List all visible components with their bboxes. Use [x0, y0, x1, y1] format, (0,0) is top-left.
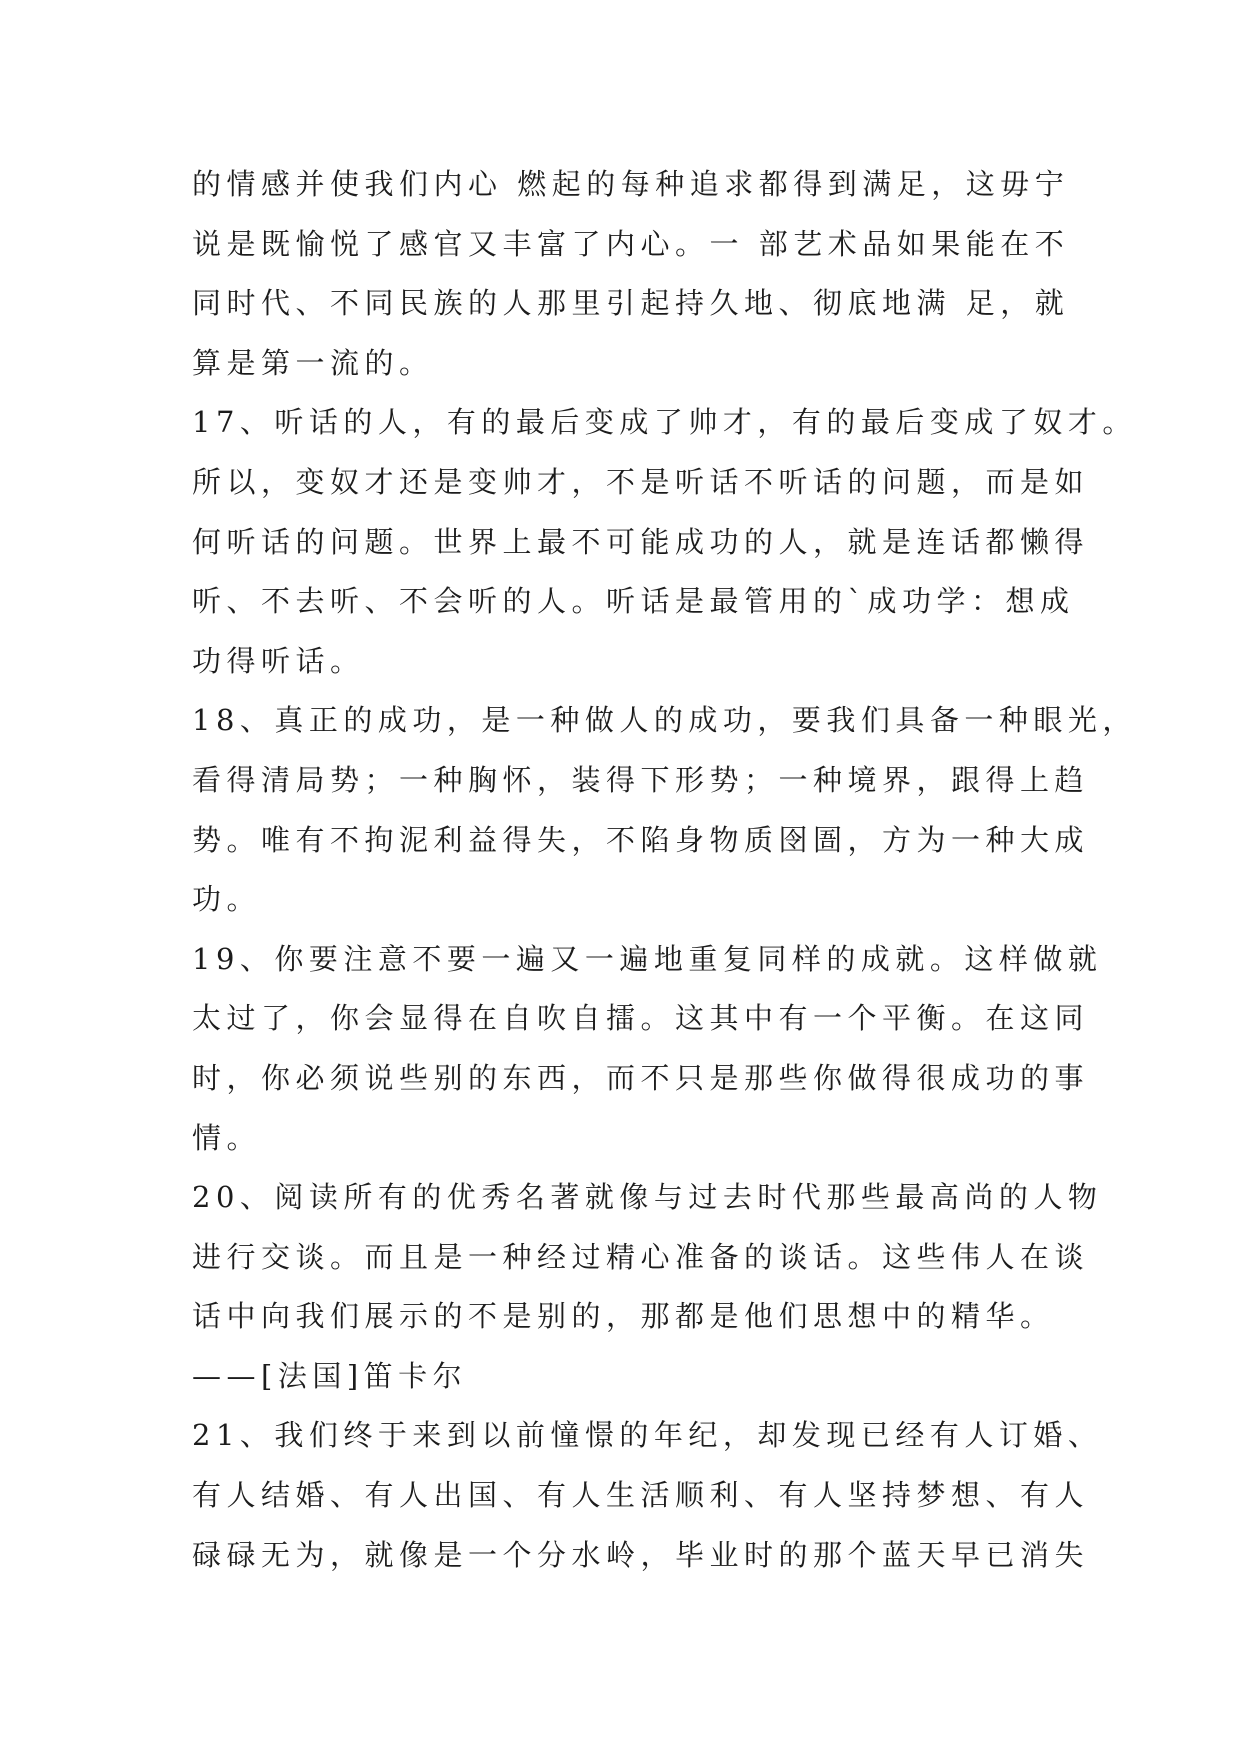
- text-line: 听、不去听、不会听的人。听话是最管用的`成功学：想成: [192, 584, 1075, 619]
- attribution-line: ——[法国]笛卡尔: [192, 1358, 468, 1393]
- text-line: 进行交谈。而且是一种经过精心准备的谈话。这些伟人在谈: [192, 1239, 1090, 1274]
- text-line: 的情感并使我们内心 燃起的每种追求都得到满足，这毋宁: [192, 167, 1070, 201]
- text-line: 势。唯有不拘泥利益得失，不陷身物质囹圄，方为一种大成: [192, 822, 1090, 857]
- text-line: 时，你必须说些别的东西，而不只是那些你做得很成功的事: [192, 1060, 1090, 1095]
- body-text: [192, 155, 1137, 1585]
- text-line: 20、阅读所有的优秀名著就像与过去时代那些最高尚的人物: [192, 1180, 1103, 1215]
- text-line: 21、我们终于来到以前憧憬的年纪，却发现已经有人订婚、: [192, 1418, 1103, 1453]
- text-line: 何听话的问题。世界上最不可能成功的人，就是连话都懒得: [192, 524, 1090, 559]
- text-line: 18、真正的成功，是一种做人的成功，要我们具备一种眼光，: [192, 703, 1137, 738]
- text-line: 话中向我们展示的不是别的，那都是他们思想中的精华。: [192, 1299, 1055, 1334]
- text-line: 有人结婚、有人出国、有人生活顺利、有人坚持梦想、有人: [192, 1478, 1090, 1513]
- text-line: 太过了，你会显得在自吹自擂。这其中有一个平衡。在这同: [192, 1001, 1090, 1036]
- text-line: 所以，变奴才还是变帅才，不是听话不听话的问题，而是如: [192, 464, 1090, 499]
- text-line: 碌碌无为，就像是一个分水岭，毕业时的那个蓝天早已消失: [192, 1537, 1090, 1572]
- text-line: 功。: [192, 882, 262, 917]
- text-line: 17、听话的人，有的最后变成了帅才，有的最后变成了奴才。: [192, 405, 1137, 440]
- text-line: 看得清局势；一种胸怀，装得下形势；一种境界，跟得上趋: [192, 762, 1090, 797]
- text-line: 情。: [192, 1120, 262, 1155]
- text-line: 算是第一流的。: [192, 345, 434, 380]
- text-line: 功得听话。: [192, 643, 365, 678]
- text-line: 同时代、不同民族的人那里引起持久地、彻底地满 足，就: [192, 286, 1070, 321]
- text-line: 说是既愉悦了感官又丰富了内心。一 部艺术品如果能在不: [192, 226, 1070, 261]
- text-line: 19、你要注意不要一遍又一遍地重复同样的成就。这样做就: [192, 941, 1103, 976]
